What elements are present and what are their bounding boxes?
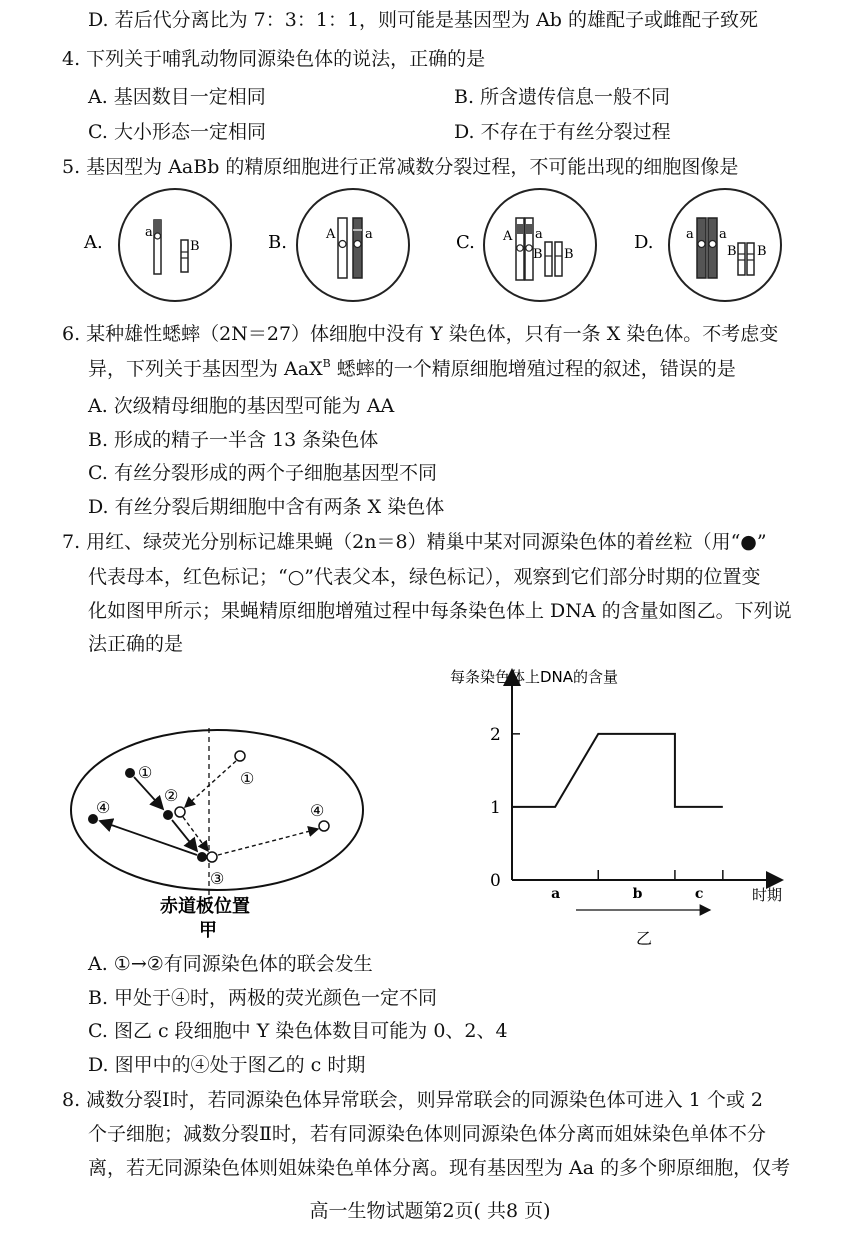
svg-text:a: a bbox=[535, 227, 543, 242]
q6-option-c: C. 有丝分裂形成的两个子细胞基因型不同 bbox=[88, 462, 437, 484]
paternal-pos-3 bbox=[207, 852, 217, 862]
q5-stem: 5. 基因型为 AaBb 的精原细胞进行正常减数分裂过程，不可能出现的细胞图像是 bbox=[62, 156, 739, 178]
chart-segment-label-b: b bbox=[632, 886, 643, 902]
chart-series-line bbox=[512, 734, 723, 807]
svg-text:a: a bbox=[145, 225, 153, 240]
chart-segment-label-c: c bbox=[694, 886, 704, 902]
svg-text:④: ④ bbox=[96, 798, 111, 817]
chart-title: 乙 bbox=[636, 929, 653, 948]
q8-line1: 8. 减数分裂Ⅰ时，若同源染色体异常联会，则异常联会的同源染色体可进入 1 个或 2 bbox=[62, 1089, 763, 1111]
q7-stem-line3: 化如图甲所示；果蝇精原细胞增殖过程中每条染色体上 DNA 的含量如图乙。下列说 bbox=[88, 600, 792, 622]
figure-jia bbox=[60, 720, 370, 950]
chromosome-c4 bbox=[555, 242, 562, 276]
q5-label-a: A. bbox=[84, 232, 103, 253]
chart-segment-label-a: a bbox=[551, 886, 561, 902]
svg-text:④: ④ bbox=[310, 801, 325, 820]
q5-label-d: D. bbox=[634, 232, 654, 253]
cell-a bbox=[119, 189, 231, 301]
q6-option-d: D. 有丝分裂后期细胞中含有两条 X 染色体 bbox=[88, 496, 445, 518]
q7-option-d: D. 图甲中的④处于图乙的 c 时期 bbox=[88, 1054, 366, 1076]
svg-text:②: ② bbox=[164, 786, 179, 805]
maternal-pos-3 bbox=[197, 852, 207, 862]
maternal-pos-1 bbox=[125, 768, 135, 778]
svg-text:①: ① bbox=[240, 769, 255, 788]
chart-y-tick-label: 1 bbox=[490, 797, 501, 818]
q6-option-a: A. 次级精母细胞的基因型可能为 AA bbox=[88, 395, 395, 417]
page-footer: 高一生物试题第2页( 共8 页) bbox=[309, 1200, 551, 1222]
q4-option-b: B. 所含遗传信息一般不同 bbox=[454, 86, 671, 108]
svg-text:B: B bbox=[757, 244, 767, 259]
svg-text:①: ① bbox=[138, 763, 153, 782]
figure-yi-chart bbox=[440, 660, 800, 960]
figure-jia-label: 甲 bbox=[199, 920, 217, 941]
q5-cell-figures bbox=[0, 188, 860, 308]
cell-c bbox=[484, 189, 596, 301]
q8-line3: 离，若无同源染色体则姐妹染色单体分离。现有基因型为 Aa 的多个卵原细胞，仅考 bbox=[88, 1157, 791, 1179]
chart-x-axis-label: 时期 bbox=[752, 886, 783, 904]
chart-y-tick-label: 2 bbox=[490, 724, 501, 745]
chromosome-a2 bbox=[181, 240, 188, 272]
q4-option-a: A. 基因数目一定相同 bbox=[88, 86, 266, 108]
svg-text:B: B bbox=[727, 244, 737, 259]
svg-text:B: B bbox=[190, 239, 200, 254]
svg-text:a: a bbox=[686, 227, 694, 242]
chromosome-d3 bbox=[738, 243, 745, 275]
chart-y-tick-label: 0 bbox=[490, 871, 501, 891]
q4-stem: 4. 下列关于哺乳动物同源染色体的说法，正确的是 bbox=[62, 48, 486, 70]
svg-text:a: a bbox=[719, 227, 727, 242]
svg-text:B: B bbox=[533, 247, 543, 262]
q3-option-d: D. 若后代分离比为 7：3：1：1，则可能是基因型为 Ab 的雄配子或雌配子致死 bbox=[88, 9, 758, 31]
q5-label-c: C. bbox=[456, 232, 475, 253]
q7-stem-line2: 代表母本，红色标记；“○”代表父本，绿色标记），观察到它们部分时期的位置变 bbox=[88, 566, 761, 588]
chart-y-axis-label: 每条染色体上DNA的含量 bbox=[450, 668, 619, 686]
svg-text:a: a bbox=[365, 227, 373, 242]
paternal-pos-4 bbox=[319, 821, 329, 831]
q8-line2: 个子细胞；减数分裂Ⅱ时，若有同源染色体则同源染色体分离而姐妹染色单体不分 bbox=[88, 1123, 766, 1145]
svg-text:③: ③ bbox=[210, 869, 225, 888]
q7-option-c: C. 图乙 c 段细胞中 Y 染色体数目可能为 0、2、4 bbox=[88, 1020, 508, 1042]
equatorial-plate-caption: 赤道板位置 bbox=[160, 896, 250, 917]
q7-option-b: B. 甲处于④时，两极的荧光颜色一定不同 bbox=[88, 987, 438, 1009]
svg-text:A: A bbox=[503, 229, 513, 244]
paternal-pos-2 bbox=[175, 807, 185, 817]
maternal-pos-2 bbox=[163, 810, 173, 820]
q7-stem-line4: 法正确的是 bbox=[88, 633, 184, 655]
q6-stem-line1: 6. 某种雄性蟋蟀（2N＝27）体细胞中没有 Y 染色体，只有一条 X 染色体。不考虑变 bbox=[62, 323, 779, 345]
chromosome-c3 bbox=[545, 242, 552, 276]
q6-option-b: B. 形成的精子一半含 13 条染色体 bbox=[88, 429, 379, 451]
svg-text:B: B bbox=[564, 247, 574, 262]
chromosome-d4 bbox=[747, 243, 754, 275]
q5-label-b: B. bbox=[268, 232, 287, 253]
q7-option-a: A. ①→②有同源染色体的联会发生 bbox=[88, 953, 373, 975]
q4-option-c: C. 大小形态一定相同 bbox=[88, 121, 266, 143]
q7-stem-line1: 7. 用红、绿荧光分别标记雄果蝇（2n＝8）精巢中某对同源染色体的着丝粒（用“●” bbox=[62, 531, 767, 553]
q4-option-d: D. 不存在于有丝分裂过程 bbox=[454, 121, 671, 143]
q6-stem-line2: 异，下列关于基因型为 AaX$^B$ 蟋蟀的一个精原细胞增殖过程的叙述，错误的是 bbox=[88, 357, 736, 380]
svg-text:A: A bbox=[326, 227, 336, 242]
paternal-pos-1 bbox=[235, 751, 245, 761]
